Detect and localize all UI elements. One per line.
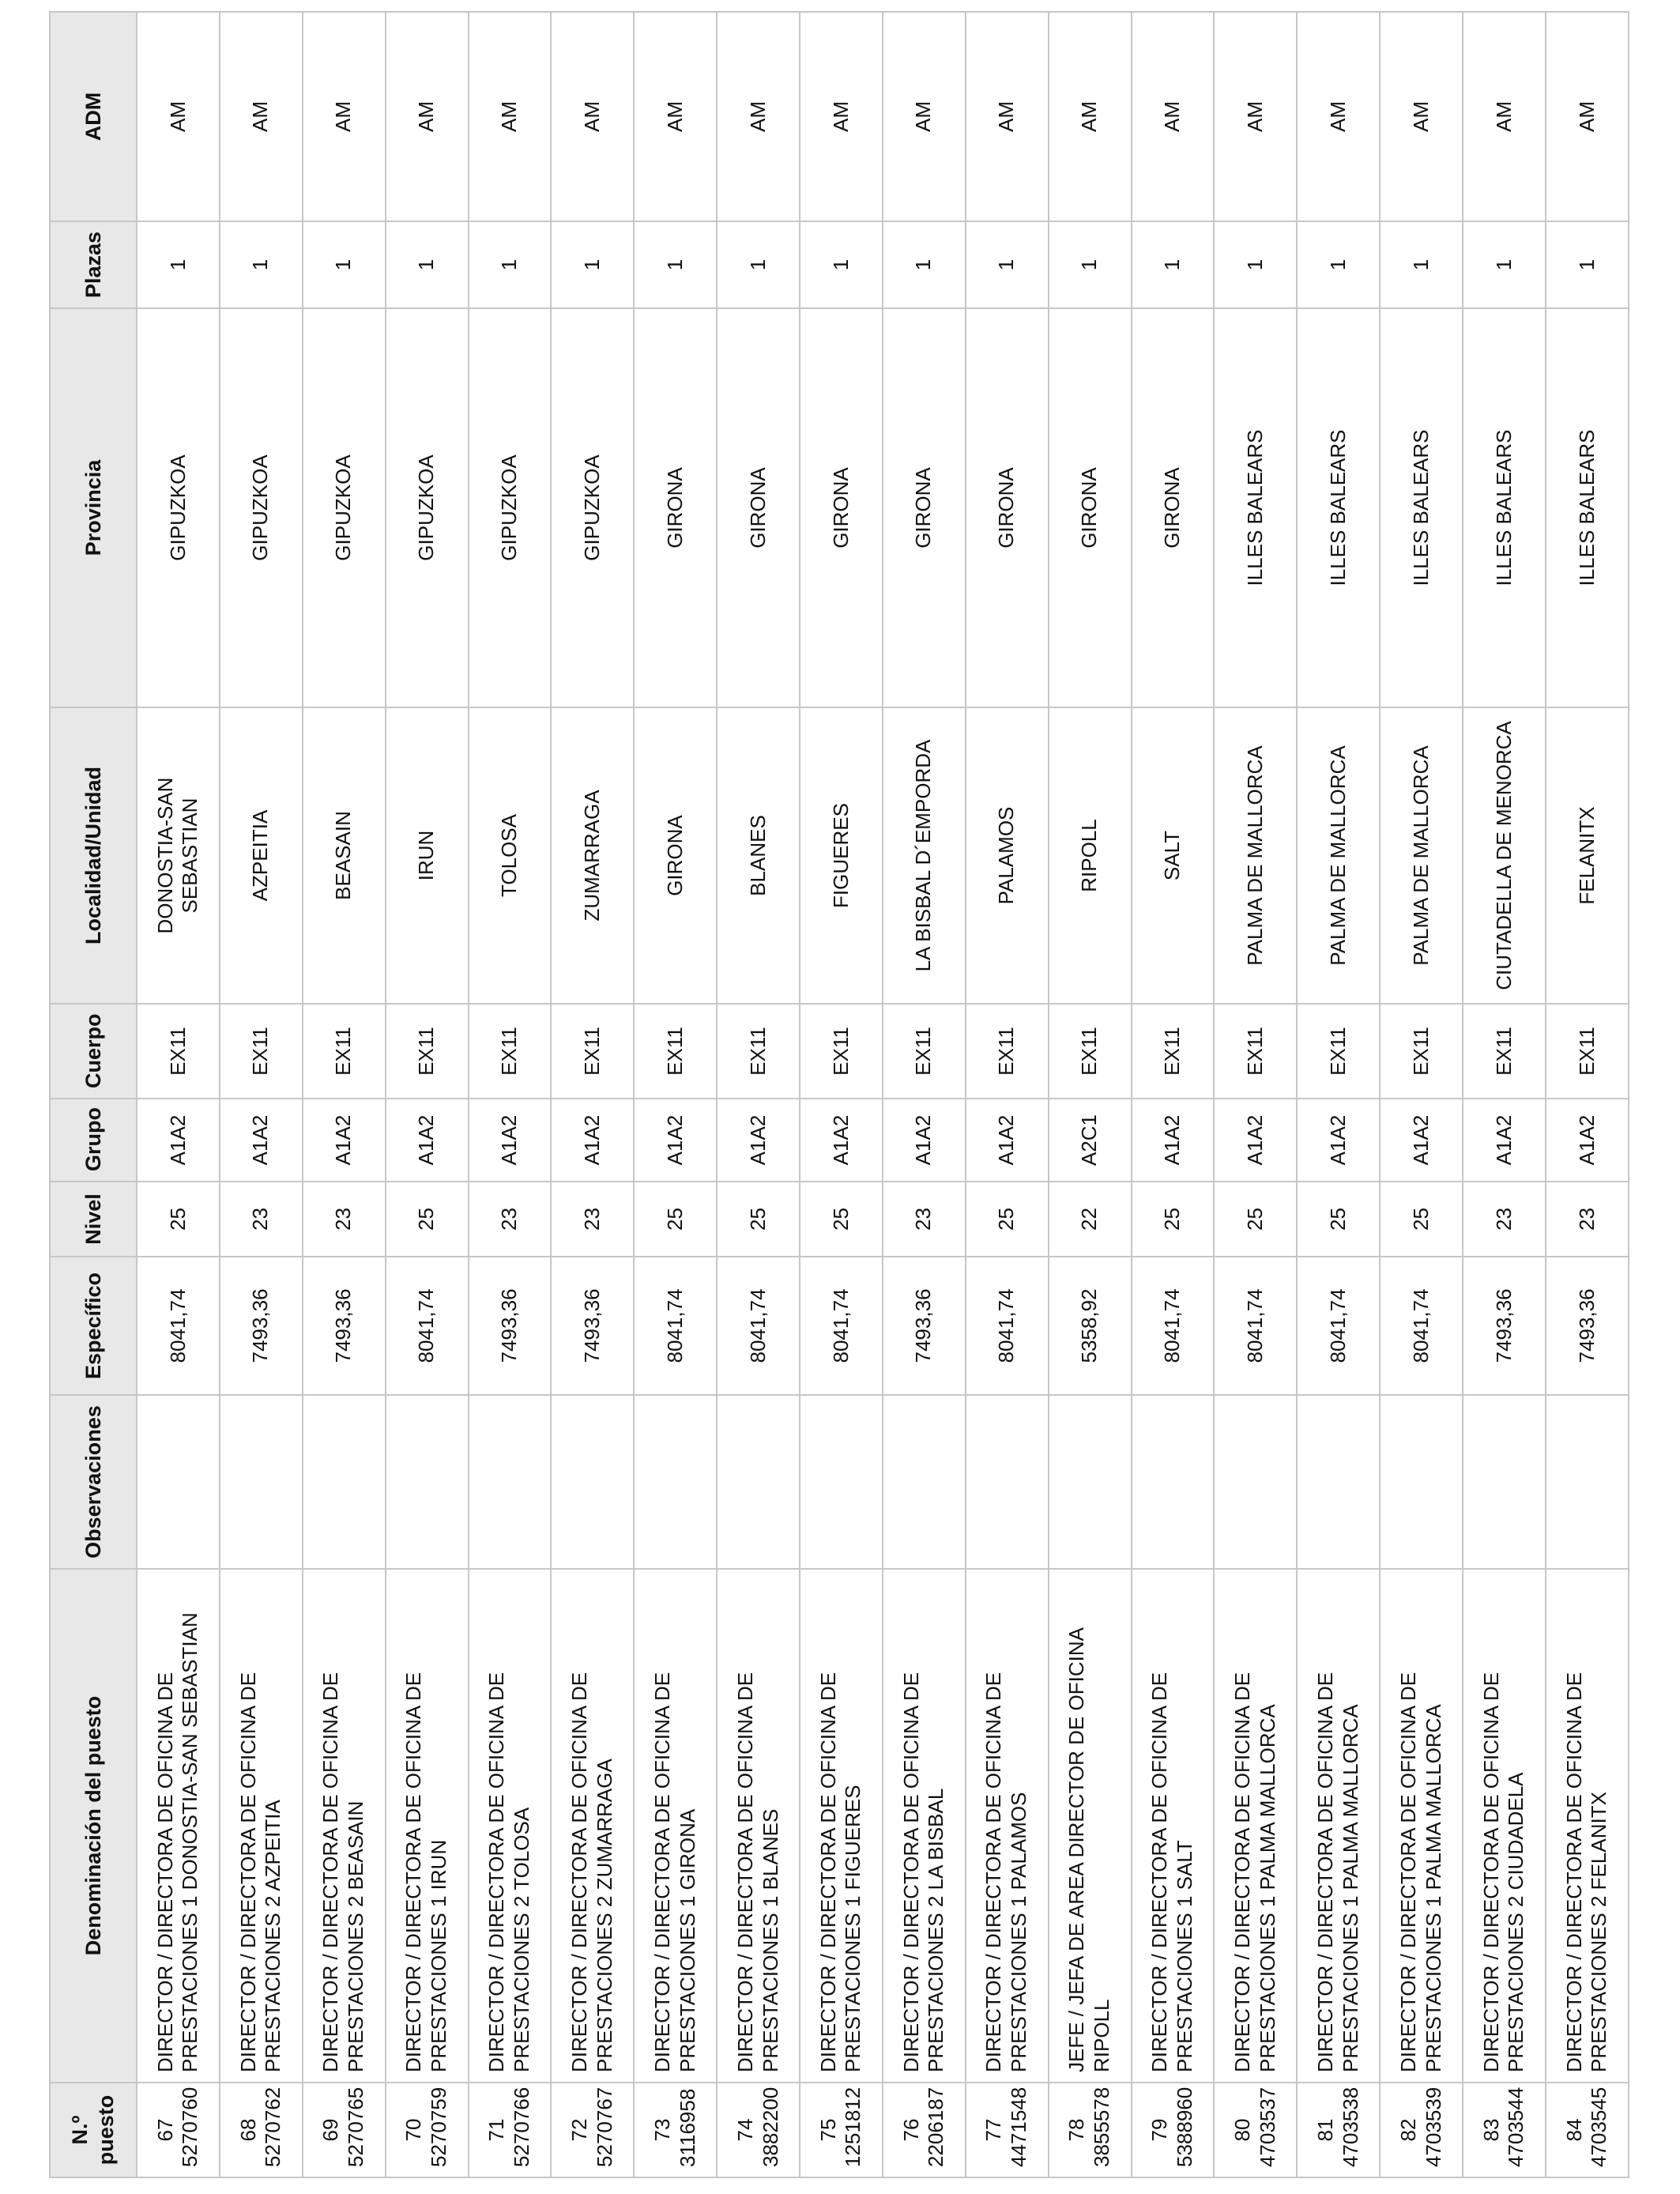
cell-provincia: GIRONA (966, 308, 1049, 707)
puesto-number: 73 (650, 2118, 674, 2142)
table-row (966, 12, 1049, 2177)
cell-localidad: LA BISBAL D´EMPORDA (883, 707, 966, 1004)
cell-nivel: 23 (883, 1182, 966, 1257)
cell-cuerpo: EX11 (634, 1004, 717, 1099)
puesto-number: 76 (898, 2118, 923, 2142)
puesto-number: 70 (401, 2118, 426, 2142)
cell-observaciones (634, 1395, 717, 1569)
cell-denominacion: DIRECTOR / DIRECTORA DE OFICINA DE PRESTACIONES 2 AZPEITIA (220, 1569, 303, 2083)
cell-provincia: ILLES BALEARS (1463, 308, 1546, 707)
cell-observaciones (883, 1395, 966, 1569)
table-row (1546, 12, 1629, 2177)
cell-provincia: GIRONA (1049, 308, 1132, 707)
puesto-number: 68 (235, 2118, 260, 2142)
cell-provincia: GIRONA (634, 308, 717, 707)
cell-localidad: FELANITX (1546, 707, 1629, 1004)
cell-nivel: 23 (551, 1182, 634, 1257)
cell-nivel: 23 (469, 1182, 552, 1257)
puesto-code: 5270760 (178, 2087, 202, 2167)
cell-adm: AM (386, 12, 469, 221)
cell-num (1463, 2083, 1546, 2177)
cell-especifico: 7493,36 (1546, 1257, 1629, 1395)
cell-provincia: GIPUZKOA (303, 308, 386, 707)
cell-provincia: ILLES BALEARS (1546, 308, 1629, 707)
cell-especifico: 7493,36 (469, 1257, 552, 1395)
puesto-code: 5270766 (509, 2087, 533, 2167)
header-localidad: Localidad/Unidad (50, 707, 137, 1004)
cell-adm: AM (883, 12, 966, 221)
cell-provincia: GIPUZKOA (551, 308, 634, 707)
cell-cuerpo: EX11 (137, 1004, 220, 1099)
cell-localidad: GIRONA (634, 707, 717, 1004)
puesto-number: 74 (733, 2118, 757, 2142)
cell-provincia: GIRONA (800, 308, 883, 707)
cell-cuerpo: EX11 (966, 1004, 1049, 1099)
cell-especifico: 8041,74 (1380, 1257, 1463, 1395)
puesto-code: 3882200 (758, 2087, 782, 2167)
cell-nivel: 25 (1380, 1182, 1463, 1257)
cell-especifico: 8041,74 (137, 1257, 220, 1395)
puesto-code: 2206187 (924, 2087, 948, 2167)
cell-plazas: 1 (966, 221, 1049, 308)
cell-grupo: A1A2 (386, 1099, 469, 1182)
cell-grupo: A1A2 (137, 1099, 220, 1182)
cell-localidad: PALMA DE MALLORCA (1380, 707, 1463, 1004)
puesto-number: 78 (1064, 2118, 1089, 2142)
cell-especifico: 8041,74 (717, 1257, 800, 1395)
cell-num (303, 2083, 386, 2177)
header-adm: ADM (50, 12, 137, 221)
cell-plazas: 1 (634, 221, 717, 308)
puesto-number: 79 (1147, 2118, 1172, 2142)
cell-adm: AM (1297, 12, 1380, 221)
cell-plazas: 1 (883, 221, 966, 308)
table-row (303, 12, 386, 2177)
header-especifico: Específico (50, 1257, 137, 1395)
header-nivel: Nivel (50, 1182, 137, 1257)
cell-observaciones (1463, 1395, 1546, 1569)
cell-adm: AM (634, 12, 717, 221)
cell-cuerpo: EX11 (386, 1004, 469, 1099)
header-num: N.º puesto (50, 2083, 137, 2177)
cell-especifico: 8041,74 (634, 1257, 717, 1395)
cell-especifico: 7493,36 (551, 1257, 634, 1395)
cell-observaciones (1380, 1395, 1463, 1569)
cell-provincia: ILLES BALEARS (1297, 308, 1380, 707)
cell-cuerpo: EX11 (220, 1004, 303, 1099)
cell-denominacion: DIRECTOR / DIRECTORA DE OFICINA DE PRESTACIONES 1 IRUN (386, 1569, 469, 2083)
cell-denominacion: DIRECTOR / DIRECTORA DE OFICINA DE PRESTACIONES 1 GIRONA (634, 1569, 717, 2083)
cell-plazas: 1 (303, 221, 386, 308)
cell-nivel: 23 (220, 1182, 303, 1257)
table-row (137, 12, 220, 2177)
table-row (551, 12, 634, 2177)
cell-grupo: A1A2 (800, 1099, 883, 1182)
cell-grupo: A2C1 (1049, 1099, 1132, 1182)
cell-localidad: SALT (1132, 707, 1215, 1004)
cell-observaciones (1546, 1395, 1629, 1569)
puesto-code: 5270767 (592, 2087, 616, 2167)
cell-localidad: CIUTADELLA DE MENORCA (1463, 707, 1546, 1004)
cell-adm: AM (220, 12, 303, 221)
cell-especifico: 8041,74 (386, 1257, 469, 1395)
cell-plazas: 1 (1463, 221, 1546, 308)
puesto-number: 81 (1313, 2118, 1337, 2142)
cell-provincia: GIPUZKOA (386, 308, 469, 707)
cell-observaciones (551, 1395, 634, 1569)
puesto-number: 83 (1478, 2118, 1503, 2142)
cell-adm: AM (1380, 12, 1463, 221)
cell-plazas: 1 (551, 221, 634, 308)
puesto-code: 4703544 (1504, 2087, 1528, 2167)
cell-nivel: 25 (717, 1182, 800, 1257)
cell-num (966, 2083, 1049, 2177)
cell-grupo: A1A2 (1380, 1099, 1463, 1182)
cell-num (1380, 2083, 1463, 2177)
cell-denominacion: DIRECTOR / DIRECTORA DE OFICINA DE PRESTACIONES 1 PALAMOS (966, 1569, 1049, 2083)
cell-nivel: 25 (966, 1182, 1049, 1257)
puestos-table (49, 11, 1629, 2178)
cell-localidad: BLANES (717, 707, 800, 1004)
cell-denominacion: DIRECTOR / DIRECTORA DE OFICINA DE PRESTACIONES 1 SALT (1132, 1569, 1215, 2083)
cell-nivel: 23 (1463, 1182, 1546, 1257)
cell-denominacion: DIRECTOR / DIRECTORA DE OFICINA DE PRESTACIONES 1 PALMA MALLORCA (1380, 1569, 1463, 2083)
cell-adm: AM (966, 12, 1049, 221)
cell-adm: AM (1132, 12, 1215, 221)
puesto-number: 72 (567, 2118, 592, 2142)
cell-localidad: AZPEITIA (220, 707, 303, 1004)
cell-localidad: ZUMARRAGA (551, 707, 634, 1004)
cell-plazas: 1 (386, 221, 469, 308)
cell-grupo: A1A2 (883, 1099, 966, 1182)
cell-adm: AM (137, 12, 220, 221)
cell-localidad: RIPOLL (1049, 707, 1132, 1004)
puesto-code: 5388960 (1172, 2087, 1196, 2167)
cell-cuerpo: EX11 (1380, 1004, 1463, 1099)
puesto-code: 4703539 (1421, 2087, 1445, 2167)
cell-especifico: 7493,36 (1463, 1257, 1546, 1395)
puesto-number: 82 (1396, 2118, 1420, 2142)
cell-plazas: 1 (1049, 221, 1132, 308)
cell-cuerpo: EX11 (800, 1004, 883, 1099)
cell-adm: AM (1049, 12, 1132, 221)
cell-observaciones (469, 1395, 552, 1569)
table-row (1132, 12, 1215, 2177)
cell-grupo: A1A2 (220, 1099, 303, 1182)
cell-denominacion: JEFE / JEFA DE AREA DIRECTOR DE OFICINA RIPOLL (1049, 1569, 1132, 2083)
cell-provincia: ILLES BALEARS (1380, 308, 1463, 707)
puesto-code: 4703538 (1338, 2087, 1362, 2167)
cell-localidad: DONOSTIA-SAN SEBASTIAN (137, 707, 220, 1004)
cell-plazas: 1 (469, 221, 552, 308)
cell-cuerpo: EX11 (1049, 1004, 1132, 1099)
cell-grupo: A1A2 (303, 1099, 386, 1182)
puesto-code: 5270759 (427, 2087, 451, 2167)
cell-grupo: A1A2 (717, 1099, 800, 1182)
puesto-number: 69 (318, 2118, 343, 2142)
cell-nivel: 22 (1049, 1182, 1132, 1257)
header-row (50, 12, 137, 2177)
cell-adm: AM (717, 12, 800, 221)
cell-num (1214, 2083, 1297, 2177)
cell-nivel: 25 (800, 1182, 883, 1257)
cell-observaciones (137, 1395, 220, 1569)
cell-localidad: BEASAIN (303, 707, 386, 1004)
cell-observaciones (1132, 1395, 1215, 1569)
puesto-code: 3855578 (1090, 2087, 1114, 2167)
cell-especifico: 7493,36 (883, 1257, 966, 1395)
table-row (717, 12, 800, 2177)
cell-adm: AM (1214, 12, 1297, 221)
cell-grupo: A1A2 (1297, 1099, 1380, 1182)
cell-observaciones (303, 1395, 386, 1569)
cell-localidad: FIGUERES (800, 707, 883, 1004)
cell-observaciones (386, 1395, 469, 1569)
cell-num (1132, 2083, 1215, 2177)
cell-grupo: A1A2 (551, 1099, 634, 1182)
cell-denominacion: DIRECTOR / DIRECTORA DE OFICINA DE PRESTACIONES 2 FELANITX (1546, 1569, 1629, 2083)
puesto-number: 75 (816, 2118, 840, 2142)
cell-cuerpo: EX11 (551, 1004, 634, 1099)
cell-denominacion: DIRECTOR / DIRECTORA DE OFICINA DE PRESTACIONES 1 DONOSTIA-SAN SEBASTIAN (137, 1569, 220, 2083)
cell-especifico: 8041,74 (1297, 1257, 1380, 1395)
cell-especifico: 8041,74 (966, 1257, 1049, 1395)
cell-num (551, 2083, 634, 2177)
cell-plazas: 1 (137, 221, 220, 308)
cell-especifico: 7493,36 (220, 1257, 303, 1395)
table-row (220, 12, 303, 2177)
cell-plazas: 1 (220, 221, 303, 308)
cell-adm: AM (1463, 12, 1546, 221)
cell-localidad: PALMA DE MALLORCA (1214, 707, 1297, 1004)
cell-grupo: A1A2 (1546, 1099, 1629, 1182)
cell-localidad: TOLOSA (469, 707, 552, 1004)
cell-grupo: A1A2 (469, 1099, 552, 1182)
cell-cuerpo: EX11 (303, 1004, 386, 1099)
cell-nivel: 25 (1132, 1182, 1215, 1257)
cell-localidad: IRUN (386, 707, 469, 1004)
puesto-number: 77 (981, 2118, 1006, 2142)
table-row (1380, 12, 1463, 2177)
table-row (1214, 12, 1297, 2177)
cell-provincia: GIPUZKOA (220, 308, 303, 707)
cell-num (386, 2083, 469, 2177)
cell-adm: AM (800, 12, 883, 221)
header-grupo: Grupo (50, 1099, 137, 1182)
table-row (1463, 12, 1546, 2177)
rotated-page (49, 13, 1629, 2178)
cell-num (883, 2083, 966, 2177)
cell-plazas: 1 (1132, 221, 1215, 308)
cell-denominacion: DIRECTOR / DIRECTORA DE OFICINA DE PRESTACIONES 2 TOLOSA (469, 1569, 552, 2083)
header-cuerpo: Cuerpo (50, 1004, 137, 1099)
cell-observaciones (966, 1395, 1049, 1569)
cell-num (634, 2083, 717, 2177)
cell-especifico: 8041,74 (1132, 1257, 1215, 1395)
cell-especifico: 7493,36 (303, 1257, 386, 1395)
cell-provincia: ILLES BALEARS (1214, 308, 1297, 707)
table-row (469, 12, 552, 2177)
header-denominacion: Denominación del puesto (50, 1569, 137, 2083)
puesto-code: 4703545 (1587, 2087, 1611, 2167)
cell-nivel: 25 (137, 1182, 220, 1257)
cell-nivel: 23 (1546, 1182, 1629, 1257)
cell-num (1297, 2083, 1380, 2177)
cell-provincia: GIPUZKOA (137, 308, 220, 707)
cell-grupo: A1A2 (1132, 1099, 1215, 1182)
cell-num (469, 2083, 552, 2177)
puesto-code: 3116958 (675, 2088, 699, 2167)
cell-cuerpo: EX11 (1132, 1004, 1215, 1099)
cell-denominacion: DIRECTOR / DIRECTORA DE OFICINA DE PRESTACIONES 1 BLANES (717, 1569, 800, 2083)
cell-plazas: 1 (717, 221, 800, 308)
cell-observaciones (1297, 1395, 1380, 1569)
table-row (1049, 12, 1132, 2177)
cell-cuerpo: EX11 (883, 1004, 966, 1099)
cell-plazas: 1 (1546, 221, 1629, 308)
puesto-number: 80 (1230, 2118, 1255, 2142)
cell-plazas: 1 (1297, 221, 1380, 308)
cell-denominacion: DIRECTOR / DIRECTORA DE OFICINA DE PRESTACIONES 1 PALMA MALLORCA (1297, 1569, 1380, 2083)
puesto-number: 71 (484, 2118, 509, 2142)
cell-plazas: 1 (1380, 221, 1463, 308)
puesto-code: 4703537 (1255, 2087, 1279, 2167)
table-row (386, 12, 469, 2177)
cell-adm: AM (303, 12, 386, 221)
cell-grupo: A1A2 (966, 1099, 1049, 1182)
cell-cuerpo: EX11 (717, 1004, 800, 1099)
cell-nivel: 23 (303, 1182, 386, 1257)
cell-num (1546, 2083, 1629, 2177)
cell-denominacion: DIRECTOR / DIRECTORA DE OFICINA DE PRESTACIONES 2 CIUDADELA (1463, 1569, 1546, 2083)
cell-denominacion: DIRECTOR / DIRECTORA DE OFICINA DE PRESTACIONES 2 ZUMARRAGA (551, 1569, 634, 2083)
puesto-code: 5270762 (261, 2087, 285, 2167)
header-plazas: Plazas (50, 221, 137, 308)
cell-adm: AM (551, 12, 634, 221)
cell-grupo: A1A2 (634, 1099, 717, 1182)
cell-adm: AM (469, 12, 552, 221)
cell-localidad: PALAMOS (966, 707, 1049, 1004)
cell-provincia: GIRONA (1132, 308, 1215, 707)
cell-grupo: A1A2 (1463, 1099, 1546, 1182)
cell-denominacion: DIRECTOR / DIRECTORA DE OFICINA DE PRESTACIONES 1 FIGUERES (800, 1569, 883, 2083)
puesto-number: 84 (1561, 2118, 1586, 2142)
cell-observaciones (800, 1395, 883, 1569)
cell-observaciones (1049, 1395, 1132, 1569)
cell-observaciones (717, 1395, 800, 1569)
cell-num (717, 2083, 800, 2177)
table-body (137, 12, 1629, 2177)
cell-especifico: 8041,74 (800, 1257, 883, 1395)
cell-provincia: GIRONA (883, 308, 966, 707)
cell-plazas: 1 (1214, 221, 1297, 308)
cell-cuerpo: EX11 (1214, 1004, 1297, 1099)
puesto-code: 4471548 (1007, 2087, 1031, 2167)
cell-nivel: 25 (1214, 1182, 1297, 1257)
cell-especifico: 8041,74 (1214, 1257, 1297, 1395)
cell-cuerpo: EX11 (1546, 1004, 1629, 1099)
cell-num (1049, 2083, 1132, 2177)
cell-num (800, 2083, 883, 2177)
puesto-code: 5270765 (344, 2087, 368, 2167)
cell-cuerpo: EX11 (1463, 1004, 1546, 1099)
cell-provincia: GIRONA (717, 308, 800, 707)
header-provincia: Provincia (50, 308, 137, 707)
cell-denominacion: DIRECTOR / DIRECTORA DE OFICINA DE PRESTACIONES 1 PALMA MALLORCA (1214, 1569, 1297, 2083)
cell-plazas: 1 (800, 221, 883, 308)
table-row (1297, 12, 1380, 2177)
cell-cuerpo: EX11 (469, 1004, 552, 1099)
cell-especifico: 5358,92 (1049, 1257, 1132, 1395)
cell-nivel: 25 (634, 1182, 717, 1257)
puesto-code: 1251812 (841, 2087, 865, 2167)
cell-denominacion: DIRECTOR / DIRECTORA DE OFICINA DE PRESTACIONES 2 BEASAIN (303, 1569, 386, 2083)
cell-grupo: A1A2 (1214, 1099, 1297, 1182)
header-observaciones: Observaciones (50, 1395, 137, 1569)
cell-adm: AM (1546, 12, 1629, 221)
cell-observaciones (1214, 1395, 1297, 1569)
cell-observaciones (220, 1395, 303, 1569)
cell-denominacion: DIRECTOR / DIRECTORA DE OFICINA DE PRESTACIONES 2 LA BISBAL (883, 1569, 966, 2083)
cell-localidad: PALMA DE MALLORCA (1297, 707, 1380, 1004)
cell-nivel: 25 (386, 1182, 469, 1257)
table-row (800, 12, 883, 2177)
puesto-number: 67 (153, 2118, 177, 2142)
cell-cuerpo: EX11 (1297, 1004, 1380, 1099)
cell-nivel: 25 (1297, 1182, 1380, 1257)
table-row (883, 12, 966, 2177)
cell-provincia: GIPUZKOA (469, 308, 552, 707)
cell-num (220, 2083, 303, 2177)
cell-num (137, 2083, 220, 2177)
table-row (634, 12, 717, 2177)
